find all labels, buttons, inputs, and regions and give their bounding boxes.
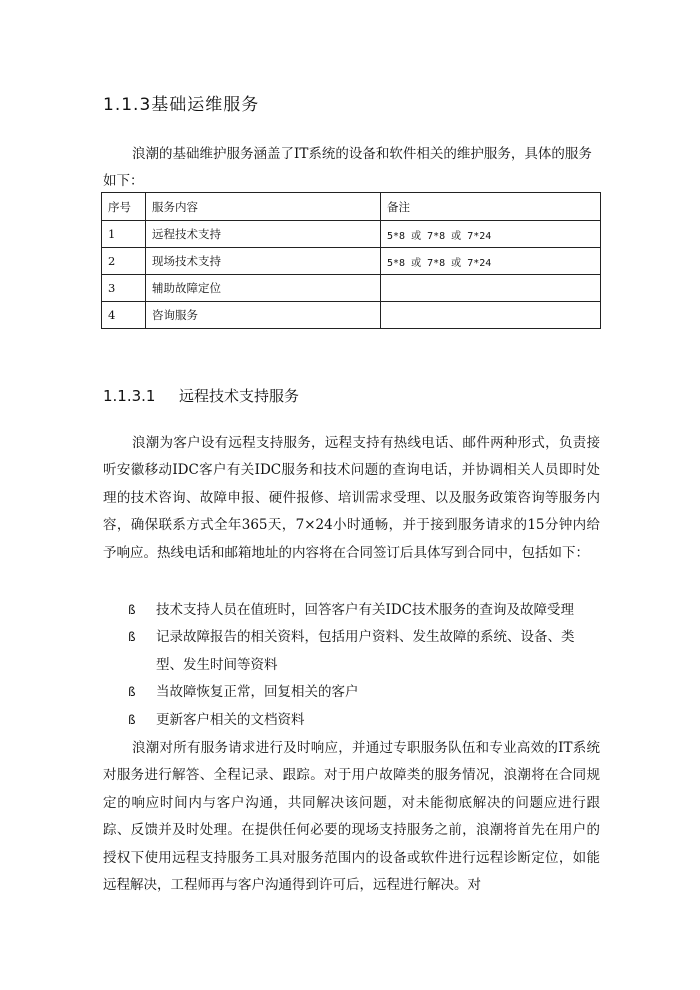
list-item bbox=[103, 597, 600, 624]
table-row bbox=[102, 248, 601, 275]
service-table bbox=[101, 192, 601, 329]
list-item-text: 技术支持人员在值班时，回答客户有关IDC技术服务的查询及故障受理 bbox=[156, 602, 574, 618]
cell-no: 1 bbox=[102, 221, 146, 248]
list-item bbox=[103, 624, 600, 679]
cell-no: 3 bbox=[102, 275, 146, 302]
header-no: 序号 bbox=[102, 193, 146, 221]
cell-service: 现场技术支持 bbox=[146, 248, 381, 275]
header-note: 备注 bbox=[381, 193, 601, 221]
cell-service: 远程技术支持 bbox=[146, 221, 381, 248]
cell-service: 咨询服务 bbox=[146, 302, 381, 329]
body-paragraph-2: 浪潮对所有服务请求进行及时响应，并通过专职服务队伍和专业高效的IT系统对服务进行解答、全程记录、跟踪。对于用户故障类的服务情况，浪潮将在合同规定的响应时间内与客户沟通，共同解决该问题，对未能彻底解决的问题应进行跟踪、反馈并及时处理。在提供任何必要的现场支持服务之前，浪潮将首先在用户的授权下使用远程支持服务工具对服务范围内的设备或软件进行远程诊断定位，如能远程解决，工程师再与客户沟通得到许可后，远程进行解决。对 bbox=[103, 740, 600, 894]
bullet-marker: ß bbox=[128, 685, 136, 700]
cell-no: 4 bbox=[102, 302, 146, 329]
cell-service: 辅助故障定位 bbox=[146, 275, 381, 302]
list-item bbox=[103, 707, 600, 734]
cell-note bbox=[381, 275, 601, 302]
subsection-heading bbox=[103, 385, 299, 406]
cell-note bbox=[381, 302, 601, 329]
cell-note: 5*8 或 7*8 或 7*24 bbox=[381, 221, 601, 248]
bullet-marker: ß bbox=[128, 712, 136, 727]
subsection-title: 远程技术支持服务 bbox=[179, 387, 300, 405]
section-heading: 1.1.3基础运维服务 bbox=[103, 95, 260, 115]
bullet-marker: ß bbox=[128, 603, 136, 617]
header-service: 服务内容 bbox=[146, 193, 381, 221]
table-row bbox=[102, 275, 601, 302]
table-header-row bbox=[102, 193, 601, 221]
subsection-number: 1.1.3.1 bbox=[103, 387, 156, 405]
bullet-marker: ß bbox=[128, 630, 136, 645]
list-item-text: 记录故障报告的相关资料，包括用户资料、发生故障的系统、设备、类型、发生时间等资料 bbox=[156, 629, 575, 673]
cell-note: 5*8 或 7*8 或 7*24 bbox=[381, 248, 601, 275]
list-item-text: 当故障恢复正常，回复相关的客户 bbox=[156, 684, 359, 701]
cell-no: 2 bbox=[102, 248, 146, 275]
table-row bbox=[102, 302, 601, 329]
body-paragraph-1: 浪潮为客户设有远程支持服务，远程支持有热线电话、邮件两种形式，负责接听安徽移动IDC客户有关IDC服务和技术问题的查询电话，并协调相关人员即时处理的技术咨询、故障申报、硬件报修、培训需求受理、以及服务政策咨询等服务内容，确保联系方式全年365天，7×24小时通畅，并于接到服务请求的15分钟内给予响应。热线电话和邮箱地址的内容将在合同签订后具体写到合同中，包括如下： bbox=[103, 435, 600, 561]
table-row bbox=[102, 221, 601, 248]
bullet-list bbox=[103, 597, 600, 734]
list-item bbox=[103, 679, 600, 706]
list-item-text: 更新客户相关的文档资料 bbox=[156, 711, 305, 728]
intro-paragraph: 浪潮的基础维护服务涵盖了IT系统的设备和软件相关的维护服务，具体的服务如下： bbox=[103, 146, 592, 189]
